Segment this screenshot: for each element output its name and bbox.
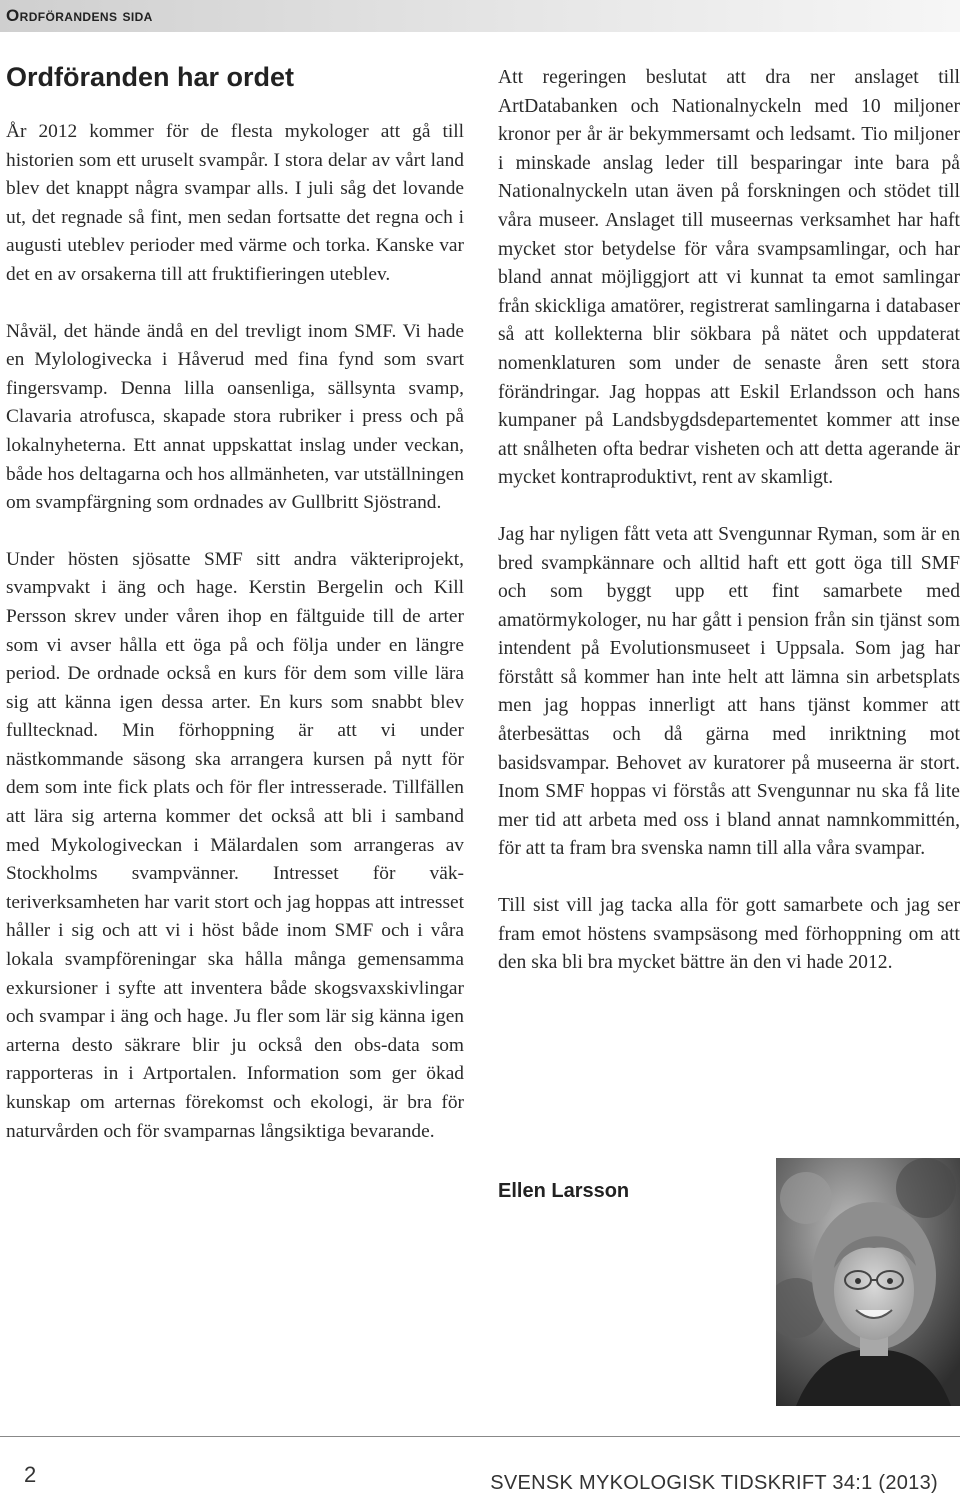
page-number: 2	[24, 1462, 37, 1487]
author-photo	[776, 1158, 960, 1406]
left-column	[6, 60, 464, 1174]
right-column	[498, 64, 960, 1006]
article-paragraph: Till sist vill jag tacka alla för gott samarbete och jag ser fram emot höstens svampsäsong med förhoppning om att den ska bli bra mycket bättre än den vi hade 2012.	[498, 895, 960, 974]
article-paragraph: Under hösten sjösatte SMF sitt andra väkteriprojekt, svampvakt i äng och hage. Kerstin Bergelin och Kill Persson skrev under våren ihop en fältguide till de arter som vi avser hålla ett öga på och följa under en längre period. De ordnade också en kurs för dem som ville lära sig att känna igen dessa arter. En kurs som snabbt blev fulltecknad. Min förhoppning är att vi under nästkommande säsong ska arrangera kursen på nytt för dem som inte fick plats och för fler intresserade. Tillfällen att lära sig arterna kommer det också att bli i samband med Mykologiveckan i Mälardalen som arrangeras av Stockholms svampvänner. Intresset för väkteriverksamheten har varit stort och jag hoppas att intresset håller i sig och att vi i höst både inom SMF och i våra lokala svampföreningar ska hålla många gemensamma exkursioner i syfte att inventera både skogsvaxskivlingar och svampar i äng och hage. Ju fler som lär sig känna igen arterna desto säkrare blir ju också den obs-data som rapporteras in i Artportalen. Information som ger ökad kunskap om arternas förekomst och ekologi, är bra för naturvården och för svamparnas långsiktiga bevarande.	[6, 548, 464, 1142]
portrait-image	[776, 1158, 960, 1406]
article-paragraph: År 2012 kommer för de flesta mykologer att gå till historien som ett uruselt svampår. I stora delar av vårt land blev det knappt några svampar alls. I juli såg det lovande ut, det regnade så fint, men sedan fortsatte det regna och i augusti uteblev perioder med värme och torka. Kanske var det en av orsakerna till att fruktifieringen uteblev.	[6, 121, 464, 285]
article-paragraph: Att regeringen beslutat att dra ner anslaget till ArtDatabanken och Nationalnyckeln med 10 miljoner kronor per år är bekymmersamt och ledsamt. Tio miljoner i minskade anslag leder till besparingar inte bara på Nationalnyckeln utan även på forskningen och stödet till våra museer. Anslaget till museernas verksamhet har haft mycket stor betydelse för våra svampsamlingar, och har bland annat möjliggjort att vi kunnat ta emot samlingar från skickliga amatörer, registrerat samlingarna i databaser så att kollekterna blir sökbara på nätet och uppdaterat nomenklaturen som under de senaste åren sett stora förändringar. Jag hoppas att Eskil Erlandsson och hans kumpaner på Landsbygdsdepartementet kommer att inse att snålheten ofta bedrar visheten och att detta agerande är mycket kontraproduktivt, rent av skamligt.	[498, 67, 960, 489]
article-paragraph: Jag har nyligen fått veta att Svengunnar Ryman, som är en bred svampkännare och alltid haft ett gott öga till SMF och som byggt upp ett fint samarbete med amatörmykologer, nu har gått i pension från sin tjänst som intendent på Evolutionsmuseet i Uppsala. Som jag har förstått så kommer han inte helt att lämna sin arbetsplats men jag hoppas innerligt att hans tjänst kommer att återbesättas och då gärna med inriktning mot basidsvampar. Behovet av kuratorer på museerna är stort. Inom SMF hoppas vi förstås att Svengunnar nu ska få lite mer tid att arbeta med oss i bland annat namnkommittén, för att ta fram bra svenska namn till alla våra svampar.	[498, 523, 960, 860]
journal-reference: SVENSK MYKOLOGISK TIDSKRIFT 34:1 (2013)	[490, 1472, 938, 1494]
section-label: Ordförandens sida	[6, 6, 153, 25]
article-paragraph: Nåväl, det hände ändå en del trevligt inom SMF. Vi hade en Mylologivecka i Håverud med fina fynd som svart fingersvamp. Denna lilla oansenliga, sällsynta svamp, Clavaria atrofusca, skapade stora rubriker i press och på lokalnyheterna. Ett annat uppskattat inslag under veckan, både hos deltagarna och hos allmänheten, var utställningen om svampfärgning som ordnades av Gullbritt Sjöstrand.	[6, 320, 464, 514]
footer-rule	[0, 1436, 960, 1437]
author-signature: Ellen Larsson	[498, 1180, 630, 1202]
page-title: Ordföranden har ordet	[6, 62, 295, 92]
